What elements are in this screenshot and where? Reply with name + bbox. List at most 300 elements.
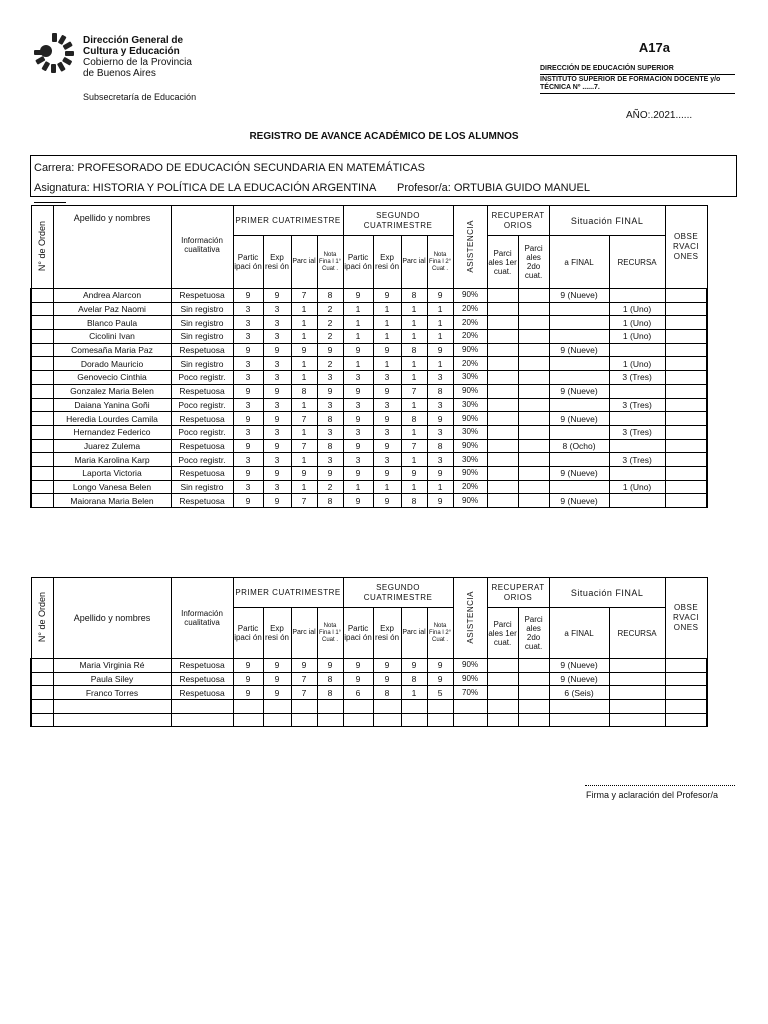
cualitativa-cell	[171, 713, 233, 727]
grade-cell: 3	[233, 302, 263, 316]
grade-cell: 3	[427, 371, 453, 385]
direction-block	[540, 65, 735, 94]
parcial-header: Parc ial	[291, 608, 317, 659]
recuperatorio-cell	[518, 302, 549, 316]
recuperatorio-cell	[518, 371, 549, 385]
primer-cuatrimestre-header: PRIMER CUATRIMESTRE	[233, 206, 343, 236]
expo-header: Exp resi ón	[263, 236, 291, 289]
recuperatorio-cell	[487, 302, 518, 316]
org-line: Cultura y Educación	[83, 46, 180, 57]
recursa-cell: 1 (Uno)	[609, 302, 665, 316]
grade-cell	[343, 713, 373, 727]
student-name-cell: Daiana Yanina Goñi	[53, 398, 171, 412]
grades-table-1	[30, 205, 708, 508]
orden-cell	[31, 425, 53, 439]
cualitativa-cell: Sin registro	[171, 480, 233, 494]
grade-cell: 3	[373, 425, 401, 439]
grade-cell: 1	[343, 357, 373, 371]
observaciones-cell	[665, 439, 707, 453]
grade-cell: 1	[291, 316, 317, 330]
student-name-cell: Franco Torres	[53, 686, 171, 700]
parcial-header: Parc ial	[401, 236, 427, 289]
cualitativa-cell: Respetuosa	[171, 466, 233, 480]
subsecretaria: Subsecretaría de Educación	[83, 92, 197, 102]
grade-cell: 7	[291, 494, 317, 508]
orden-cell	[31, 466, 53, 480]
grade-cell: 9	[401, 466, 427, 480]
observaciones-cell	[665, 343, 707, 357]
grade-cell: 8	[291, 384, 317, 398]
grade-cell: 1	[427, 357, 453, 371]
grade-cell: 9	[343, 659, 373, 673]
grade-cell	[233, 713, 263, 727]
grade-cell: 2	[317, 316, 343, 330]
final-cell	[549, 713, 609, 727]
recuperatorio-cell	[487, 357, 518, 371]
observaciones-cell	[665, 700, 707, 714]
grade-cell: 1	[401, 686, 427, 700]
grade-cell	[291, 713, 317, 727]
observaciones-cell	[665, 316, 707, 330]
grade-cell: 9	[373, 384, 401, 398]
grade-cell: 9	[427, 466, 453, 480]
table-body	[31, 289, 707, 508]
grade-cell: 1	[427, 330, 453, 344]
grade-cell: 1	[291, 371, 317, 385]
recuperatorio-cell	[487, 700, 518, 714]
year-field: AÑO:.2021......	[626, 110, 693, 121]
orden-header	[31, 206, 53, 289]
grade-cell	[427, 700, 453, 714]
final-cell	[549, 302, 609, 316]
recursa-header: RECURSA	[609, 236, 665, 289]
grade-cell: 1	[343, 302, 373, 316]
orden-header	[31, 578, 53, 659]
situacion-header: Situación FINAL	[549, 578, 665, 608]
recursa-cell: 1 (Uno)	[609, 316, 665, 330]
observaciones-cell	[665, 686, 707, 700]
final-cell: 8 (Ocho)	[549, 439, 609, 453]
cualitativa-cell: Sin registro	[171, 302, 233, 316]
recursa-cell: 3 (Tres)	[609, 425, 665, 439]
recuperatorio-cell	[518, 453, 549, 467]
grade-cell: 3	[343, 425, 373, 439]
grade-cell: 9	[373, 343, 401, 357]
observaciones-cell	[665, 672, 707, 686]
grade-cell: 9	[263, 412, 291, 426]
table-row	[31, 425, 707, 439]
grade-cell	[401, 700, 427, 714]
grade-cell: 9	[233, 494, 263, 508]
grade-cell: 1	[373, 302, 401, 316]
institute-name: INSTITUTO SUPERIOR DE FORMACIÓN DOCENTE y/o TÉCNICA Nº ......7.	[540, 75, 735, 94]
orden-cell	[31, 480, 53, 494]
grade-cell: 1	[291, 480, 317, 494]
recursa-cell	[609, 686, 665, 700]
grade-cell	[401, 713, 427, 727]
grade-cell: 3	[343, 453, 373, 467]
recuperatorio-cell	[518, 672, 549, 686]
grade-cell: 9	[373, 494, 401, 508]
cualitativa-cell: Poco registr.	[171, 398, 233, 412]
final-cell: 9 (Nueve)	[549, 343, 609, 357]
grade-cell: 8	[401, 672, 427, 686]
final-cell	[549, 453, 609, 467]
table-row	[31, 343, 707, 357]
expo-header: Exp resi ón	[373, 608, 401, 659]
recuperatorio-cell	[518, 659, 549, 673]
grade-cell: 3	[233, 425, 263, 439]
final-cell: 6 (Seis)	[549, 686, 609, 700]
cualitativa-header: Información cualitativa	[171, 206, 233, 289]
grade-cell: 9	[343, 494, 373, 508]
grade-cell: 9	[401, 659, 427, 673]
orden-cell	[31, 453, 53, 467]
grade-cell: 3	[233, 480, 263, 494]
grade-cell	[263, 713, 291, 727]
grade-cell: 2	[317, 330, 343, 344]
grade-cell: 8	[401, 494, 427, 508]
student-name-cell: Blanco Paula	[53, 316, 171, 330]
grade-cell: 9	[233, 384, 263, 398]
grade-cell: 9	[343, 466, 373, 480]
orden-label: N° de Orden	[37, 220, 47, 272]
orden-cell	[31, 398, 53, 412]
asistencia-label: ASISTENCIA	[465, 590, 475, 644]
final-cell: 9 (Nueve)	[549, 466, 609, 480]
recuperatorio-cell	[487, 425, 518, 439]
grade-cell: 1	[343, 480, 373, 494]
student-name-cell: Gonzalez Maria Belen	[53, 384, 171, 398]
grade-cell: 3	[263, 480, 291, 494]
recuperatorio-cell	[518, 343, 549, 357]
grade-cell: 9	[233, 439, 263, 453]
grade-cell: 1	[401, 480, 427, 494]
recuperatorio-cell	[487, 439, 518, 453]
grade-cell: 3	[427, 453, 453, 467]
grades-table-2	[30, 577, 708, 727]
grade-cell: 7	[291, 686, 317, 700]
grade-cell: 3	[427, 425, 453, 439]
grade-cell: 7	[291, 289, 317, 303]
recuperatorio-cell	[487, 412, 518, 426]
grade-cell: 3	[373, 453, 401, 467]
recuperatorio-cell	[487, 686, 518, 700]
grade-cell: 1	[401, 357, 427, 371]
recuperatorio-cell	[487, 343, 518, 357]
grade-cell: 9	[263, 466, 291, 480]
grade-cell: 1	[427, 316, 453, 330]
grade-cell: 8	[373, 686, 401, 700]
grade-cell: 9	[427, 672, 453, 686]
grade-cell: 9	[343, 672, 373, 686]
grade-cell: 3	[373, 371, 401, 385]
observaciones-cell	[665, 412, 707, 426]
parcial-header: Parc ial	[291, 236, 317, 289]
recuperatorio-cell	[518, 439, 549, 453]
grade-cell: 9	[263, 343, 291, 357]
cualitativa-cell: Poco registr.	[171, 371, 233, 385]
observaciones-cell	[665, 384, 707, 398]
orden-cell	[31, 672, 53, 686]
grade-cell: 1	[427, 480, 453, 494]
grade-cell: 3	[233, 330, 263, 344]
recuperatorio-cell	[518, 480, 549, 494]
particip-header: Partic ipaci ón	[233, 608, 263, 659]
carrera-text: Carrera: PROFESORADO DE EDUCACIÓN SECUNDARIA EN MATEMÁTICAS	[34, 162, 425, 174]
recursa-cell: 1 (Uno)	[609, 330, 665, 344]
grade-cell: 3	[427, 398, 453, 412]
grade-cell: 9	[317, 384, 343, 398]
recuperatorio-cell	[518, 289, 549, 303]
asistencia-cell: 90%	[453, 466, 487, 480]
nota2-header: Nota Fina l 2° Cuat .	[427, 236, 453, 289]
orden-cell	[31, 384, 53, 398]
recuperatorio-cell	[487, 371, 518, 385]
recuperatorio-cell	[487, 713, 518, 727]
grade-cell: 9	[427, 659, 453, 673]
grade-cell: 9	[343, 412, 373, 426]
observaciones-cell	[665, 659, 707, 673]
student-name-cell: Genovecio Cinthia	[53, 371, 171, 385]
orden-label: N° de Orden	[37, 591, 47, 643]
grade-cell: 3	[343, 398, 373, 412]
grade-cell: 3	[343, 371, 373, 385]
grade-cell: 9	[263, 289, 291, 303]
student-name-cell: Avelar Paz Naomi	[53, 302, 171, 316]
recuperatorio-cell	[487, 330, 518, 344]
grade-cell	[343, 700, 373, 714]
asistencia-cell: 90%	[453, 343, 487, 357]
grade-cell: 1	[401, 302, 427, 316]
asistencia-cell: 90%	[453, 672, 487, 686]
recuperatorio-cell	[518, 700, 549, 714]
grade-cell: 3	[263, 453, 291, 467]
orden-cell	[31, 357, 53, 371]
cualitativa-cell: Poco registr.	[171, 453, 233, 467]
direction-name: DIRECCIÓN DE EDUCACIÓN SUPERIOR	[540, 65, 735, 75]
parciales2-header: Parci ales 2do cuat.	[518, 236, 549, 289]
grade-cell	[317, 700, 343, 714]
final-cell	[549, 371, 609, 385]
grade-cell: 9	[373, 289, 401, 303]
table-row	[31, 672, 707, 686]
final-cell	[549, 425, 609, 439]
table-row	[31, 302, 707, 316]
table-header	[31, 206, 707, 289]
grade-cell: 2	[317, 302, 343, 316]
observaciones-cell	[665, 398, 707, 412]
a-final-header: a FINAL	[549, 236, 609, 289]
form-code: A17a	[638, 40, 670, 55]
grade-cell: 1	[401, 425, 427, 439]
asistencia-label: ASISTENCIA	[465, 219, 475, 273]
primer-cuatrimestre-header: PRIMER CUATRIMESTRE	[233, 578, 343, 608]
cualitativa-cell: Respetuosa	[171, 659, 233, 673]
nota1-header: Nota Fina l 1° Cuat .	[317, 236, 343, 289]
student-name-cell: Hernandez Federico	[53, 425, 171, 439]
student-name-cell: Maiorana Maria Belen	[53, 494, 171, 508]
recuperatorios-header: RECUPERAT ORIOS	[487, 206, 549, 236]
grade-cell: 2	[317, 480, 343, 494]
observaciones-cell	[665, 453, 707, 467]
grade-cell: 3	[263, 316, 291, 330]
asistencia-cell	[453, 700, 487, 714]
orden-cell	[31, 412, 53, 426]
table-row	[31, 330, 707, 344]
table-row	[31, 398, 707, 412]
final-cell	[549, 330, 609, 344]
grade-cell: 9	[343, 439, 373, 453]
grade-cell: 1	[401, 371, 427, 385]
asignatura-text: Asignatura: HISTORIA Y POLÍTICA DE LA EDUCACIÓN ARGENTINA	[34, 182, 377, 194]
cualitativa-cell: Respetuosa	[171, 343, 233, 357]
orden-cell	[31, 686, 53, 700]
final-cell	[549, 316, 609, 330]
asistencia-header	[453, 206, 487, 289]
grade-cell: 1	[401, 398, 427, 412]
recuperatorio-cell	[518, 494, 549, 508]
orden-cell	[31, 439, 53, 453]
recursa-cell	[609, 439, 665, 453]
asistencia-cell: 20%	[453, 357, 487, 371]
observaciones-cell	[665, 289, 707, 303]
grade-cell: 3	[263, 302, 291, 316]
recuperatorio-cell	[518, 384, 549, 398]
nota2-header: Nota Fina l 2° Cuat .	[427, 608, 453, 659]
recursa-cell	[609, 466, 665, 480]
particip-header: Partic ipaci ón	[343, 608, 373, 659]
org-line: de Buenos Aires	[83, 68, 156, 79]
grade-cell: 9	[373, 412, 401, 426]
grade-cell: 3	[263, 398, 291, 412]
grade-cell: 8	[401, 289, 427, 303]
recuperatorio-cell	[487, 466, 518, 480]
recuperatorio-cell	[487, 453, 518, 467]
grade-cell: 9	[263, 672, 291, 686]
grade-cell: 9	[263, 439, 291, 453]
recuperatorio-cell	[518, 686, 549, 700]
final-cell: 9 (Nueve)	[549, 412, 609, 426]
grade-cell: 3	[373, 398, 401, 412]
grade-cell: 3	[263, 425, 291, 439]
asistencia-cell: 90%	[453, 494, 487, 508]
grade-cell: 8	[317, 439, 343, 453]
asistencia-cell: 90%	[453, 289, 487, 303]
asistencia-cell: 30%	[453, 398, 487, 412]
cualitativa-cell: Sin registro	[171, 357, 233, 371]
table-body	[31, 659, 707, 727]
asistencia-cell: 90%	[453, 439, 487, 453]
recuperatorio-cell	[518, 412, 549, 426]
asistencia-cell: 90%	[453, 659, 487, 673]
divider	[34, 202, 66, 203]
grade-cell: 9	[427, 289, 453, 303]
asistencia-cell: 30%	[453, 371, 487, 385]
asistencia-cell: 20%	[453, 330, 487, 344]
grade-cell	[233, 700, 263, 714]
table-row	[31, 659, 707, 673]
grade-cell: 9	[317, 659, 343, 673]
org-line: Cobierno de la Provincia	[83, 57, 192, 68]
recuperatorio-cell	[487, 289, 518, 303]
grade-cell: 9	[291, 466, 317, 480]
recursa-cell	[609, 343, 665, 357]
student-name-cell: Andrea Alarcon	[53, 289, 171, 303]
recursa-cell	[609, 659, 665, 673]
recursa-cell	[609, 672, 665, 686]
grade-cell: 1	[401, 330, 427, 344]
student-name-cell: Paula Siley	[53, 672, 171, 686]
grade-cell: 9	[263, 659, 291, 673]
table-row	[31, 439, 707, 453]
a-final-header: a FINAL	[549, 608, 609, 659]
grade-cell: 7	[401, 439, 427, 453]
observaciones-cell	[665, 494, 707, 508]
student-name-cell: Comesaña Maria Paz	[53, 343, 171, 357]
final-cell	[549, 357, 609, 371]
orden-cell	[31, 659, 53, 673]
observaciones-header: OBSE RVACI ONES	[665, 578, 707, 659]
org-name	[83, 35, 192, 79]
recuperatorio-cell	[487, 384, 518, 398]
grade-cell: 8	[317, 686, 343, 700]
grade-cell: 8	[401, 343, 427, 357]
recuperatorio-cell	[518, 425, 549, 439]
signature-caption: Firma y aclaración del Profesor/a	[586, 790, 719, 800]
grade-cell: 9	[263, 384, 291, 398]
grade-cell: 9	[373, 466, 401, 480]
recuperatorio-cell	[487, 672, 518, 686]
orden-cell	[31, 494, 53, 508]
grade-cell: 3	[317, 371, 343, 385]
observaciones-cell	[665, 302, 707, 316]
grade-cell: 8	[427, 439, 453, 453]
recuperatorio-cell	[518, 713, 549, 727]
grade-cell: 9	[343, 343, 373, 357]
grade-cell: 9	[263, 686, 291, 700]
orden-cell	[31, 330, 53, 344]
recursa-cell: 3 (Tres)	[609, 371, 665, 385]
grade-cell: 9	[233, 686, 263, 700]
segundo-cuatrimestre-header: SEGUNDO CUATRIMESTRE	[343, 206, 453, 236]
grade-cell: 9	[373, 439, 401, 453]
asistencia-cell: 30%	[453, 425, 487, 439]
parcial-header: Parc ial	[401, 608, 427, 659]
recuperatorio-cell	[518, 398, 549, 412]
student-name-cell: Laporta Victoria	[53, 466, 171, 480]
recuperatorio-cell	[518, 330, 549, 344]
grade-cell: 3	[233, 357, 263, 371]
grade-cell: 1	[427, 302, 453, 316]
org-line: Dirección General de	[83, 35, 184, 46]
recuperatorios-header: RECUPERAT ORIOS	[487, 578, 549, 608]
grade-cell: 8	[317, 289, 343, 303]
grade-cell: 9	[373, 672, 401, 686]
table-row	[31, 700, 707, 714]
final-cell	[549, 398, 609, 412]
grade-cell: 9	[263, 494, 291, 508]
dgcye-logo-icon	[33, 32, 75, 74]
grade-cell: 1	[401, 453, 427, 467]
cualitativa-cell: Poco registr.	[171, 425, 233, 439]
parciales2-header: Parci ales 2do cuat.	[518, 608, 549, 659]
grade-cell: 9	[427, 412, 453, 426]
particip-header: Partic ipaci ón	[343, 236, 373, 289]
grade-cell: 1	[373, 316, 401, 330]
student-name-cell	[53, 713, 171, 727]
final-cell: 9 (Nueve)	[549, 672, 609, 686]
